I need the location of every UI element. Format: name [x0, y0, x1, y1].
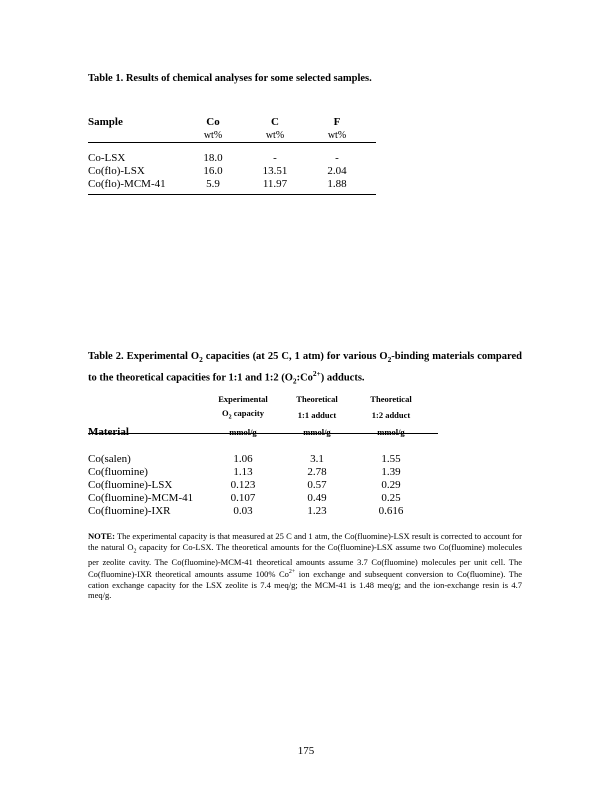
table1-cell: Co(flo)-MCM-41	[88, 178, 166, 190]
table1-caption: Table 1. Results of chemical analyses for some selected samples.	[88, 73, 372, 84]
table2-cell: 0.123	[230, 478, 256, 491]
table1-cell: 5.9	[206, 178, 220, 190]
table2-cell: Co(salen)	[88, 452, 131, 465]
table2-cell: 0.57	[307, 478, 327, 491]
table2-cell: 0.107	[230, 491, 256, 504]
table-row	[88, 479, 428, 492]
page-number: 175	[297, 745, 315, 757]
table1-cell: -	[335, 152, 339, 164]
table2-header-rule	[88, 433, 438, 434]
table1-cell: 2.04	[327, 165, 347, 177]
table2-note: NOTE: The experimental capacity is that measured at 25 C and 1 atm, the Co(fluomine)-LSX result is corrected to account for the natural $O_2$ capacity for Co-LSX. The theoretical amounts for the Co(fluomine)-LSX assume two Co(fluomine) molecules per zeolite cavity. The Co(fluomine)-MCM-41 theoretical amounts assume 3.7 Co(fluomine) molecules per unit cell. The Co(fluomine)-IXR theoretical amounts assume 100% $Co^{2+}$ ion exchange and subsequent conversion to Co(fluomine). The cation exchange capacity for the LSX zeolite is 7.4 meq/g; the MCM-41 is 1.48 meq/g; and the ion-exchange resin is 4.7 meq/g.	[88, 531, 522, 601]
table1-cell: 13.51	[262, 165, 288, 177]
table-row	[88, 453, 428, 466]
table1-header-f: F	[333, 116, 341, 128]
table2-cell: Co(fluomine)	[88, 465, 148, 478]
table1-bottom-rule	[88, 194, 376, 195]
table2-header-material: Material	[88, 425, 129, 438]
table1-cell: Co-LSX	[88, 152, 126, 164]
table2-cell: Co(fluomine)-LSX	[88, 478, 173, 491]
table2-cell: 1.39	[381, 465, 401, 478]
table1-unit-co: wt%	[203, 130, 223, 141]
table2-cell: 0.25	[381, 491, 401, 504]
table1-cell: 1.88	[327, 178, 347, 190]
table1-unit-f: wt%	[327, 130, 347, 141]
table2-cell: 3.1	[310, 452, 324, 465]
table2-cell: 1.55	[381, 452, 401, 465]
table2-cell: 1.23	[307, 504, 327, 517]
table2	[88, 392, 428, 518]
table1-header-rule	[88, 142, 376, 143]
table-row	[88, 165, 368, 178]
table2-header-theoretical-2: Theoretical	[370, 394, 412, 404]
table1-header-co: Co	[206, 116, 220, 128]
table1-cell: Co(flo)-LSX	[88, 165, 145, 177]
table2-unit: mmol/g	[229, 426, 257, 437]
table2-cell: 0.29	[381, 478, 401, 491]
table2-cell: 1.06	[233, 452, 253, 465]
table1-header-sample: Sample	[88, 116, 123, 128]
table-row	[88, 152, 368, 165]
table2-cell: 0.49	[307, 491, 327, 504]
table2-cell: Co(fluomine)-IXR	[88, 504, 171, 517]
table1-cell: -	[273, 152, 277, 164]
table1-cell: 16.0	[203, 165, 223, 177]
table2-header-o2-capacity: $O_2$ capacity	[222, 408, 264, 421]
table-row	[88, 492, 428, 505]
table2-header-theoretical-1: Theoretical	[296, 394, 338, 404]
table2-unit: mmol/g	[377, 426, 405, 437]
table1-header-c: C	[271, 116, 279, 128]
table2-cell: 1.13	[233, 465, 253, 478]
table-row	[88, 505, 428, 518]
table1-cell: 18.0	[203, 152, 223, 164]
table2-header-experimental: Experimental	[218, 394, 268, 404]
table2-caption: Table 2. Experimental $O_2$ capacities (at 25 C, 1 atm) for various $O_2$-binding materials compared to the theoretical capacities for 1:1 and 1:2 $(O_2:Co^{2+})$ adducts.	[88, 351, 522, 386]
table-row	[88, 178, 368, 191]
table2-header-1-1-adduct: 1:1 adduct	[297, 410, 337, 421]
table2-cell: 2.78	[307, 465, 327, 478]
table-row	[88, 466, 428, 479]
table2-header-1-2-adduct: 1:2 adduct	[371, 410, 411, 421]
table2-unit: mmol/g	[303, 426, 331, 437]
table2-cell: 0.03	[233, 504, 253, 517]
table2-cell: 0.616	[378, 504, 404, 517]
table2-cell: Co(fluomine)-MCM-41	[88, 491, 194, 504]
table1-unit-c: wt%	[265, 130, 285, 141]
table1	[88, 116, 368, 191]
table1-cell: 11.97	[262, 178, 288, 190]
